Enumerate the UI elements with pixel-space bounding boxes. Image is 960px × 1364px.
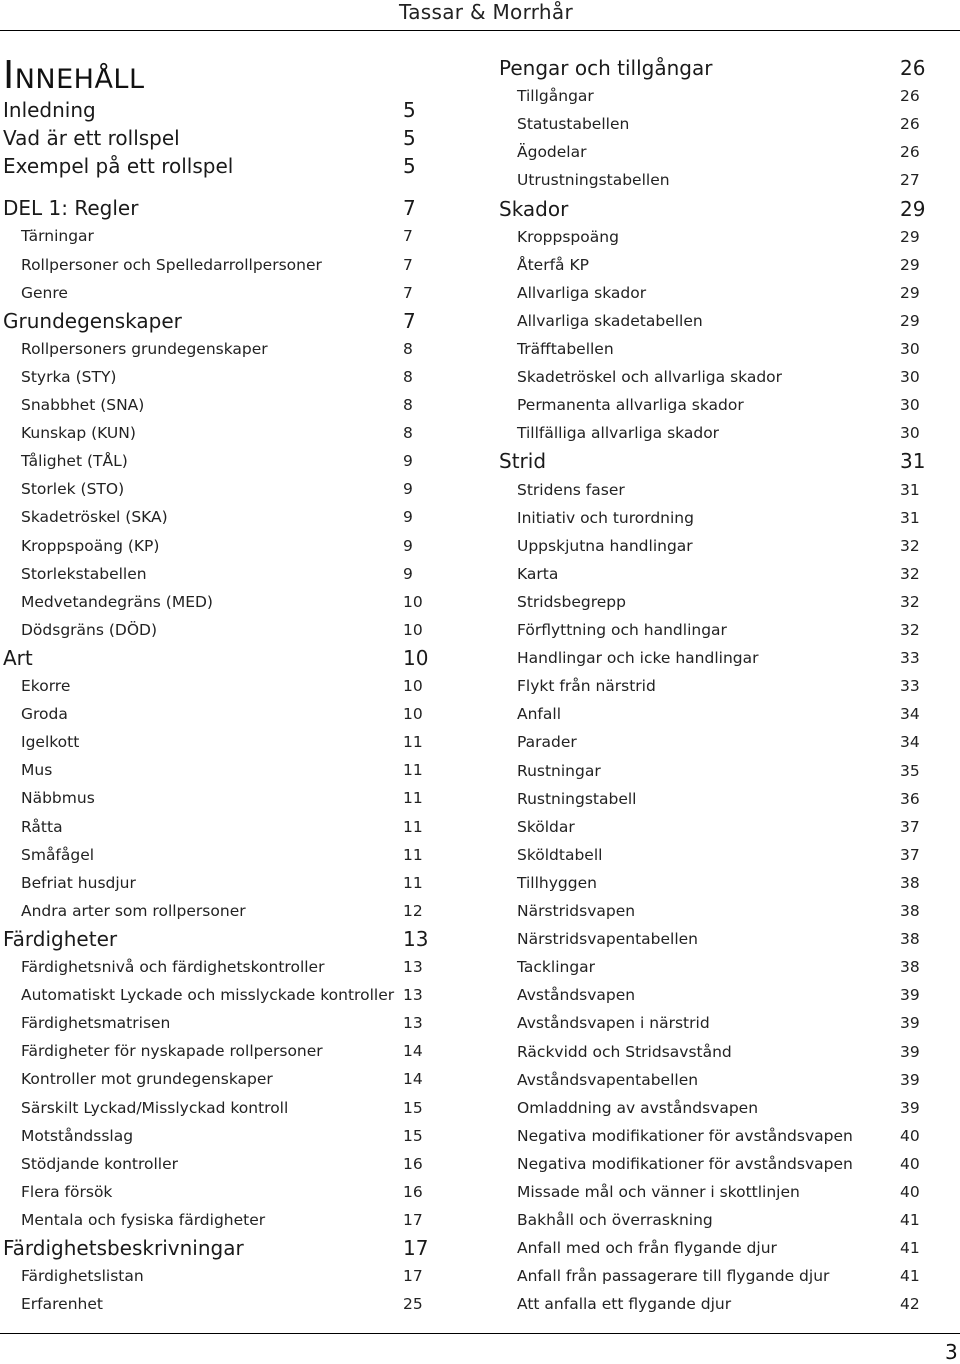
toc-entry-label: Kroppspoäng (KP) — [21, 536, 160, 555]
toc-entry-page-number: 9 — [403, 508, 413, 527]
toc-entry-page-number: 11 — [403, 845, 423, 864]
toc-entry-page-number: 14 — [403, 1070, 423, 1089]
toc-subsection-entry[interactable] — [21, 788, 430, 808]
toc-entry-page-number: 30 — [900, 424, 920, 443]
toc-entry-label: Pengar och tillgångar — [499, 56, 713, 80]
toc-section-entry[interactable] — [499, 197, 927, 221]
toc-subsection-entry[interactable] — [21, 1266, 430, 1286]
toc-subsection-entry[interactable] — [517, 1126, 927, 1146]
toc-subsection-entry[interactable] — [21, 564, 430, 584]
toc-entry-page-number: 31 — [900, 449, 926, 474]
toc-entry-page-number: 9 — [403, 452, 413, 471]
toc-subsection-entry[interactable] — [21, 901, 430, 921]
toc-entry-label: Kunskap (KUN) — [21, 424, 136, 443]
toc-entry-page-number: 8 — [403, 396, 413, 414]
toc-entry-label: Vad är ett rollspel — [3, 126, 180, 151]
toc-entry-label: Snabbhet (SNA) — [21, 396, 145, 414]
toc-subsection-entry[interactable] — [517, 86, 927, 106]
toc-section-entry[interactable] — [3, 126, 430, 150]
toc-entry-page-number: 26 — [900, 115, 920, 134]
toc-entry-page-number: 37 — [900, 817, 920, 836]
toc-entry-label: Skadetröskel (SKA) — [21, 508, 168, 527]
toc-subsection-entry[interactable] — [517, 592, 927, 612]
toc-subsection-entry[interactable] — [21, 732, 430, 752]
toc-entry-label: Rollpersoners grundegenskaper — [21, 339, 268, 358]
toc-subsection-entry[interactable] — [517, 901, 927, 921]
toc-entry-page-number: 38 — [900, 958, 920, 977]
toc-entry-page-number: 29 — [900, 311, 920, 330]
toc-entry-page-number: 32 — [900, 564, 920, 583]
toc-entry-page-number: 13 — [403, 926, 429, 951]
toc-entry-page-number: 11 — [403, 873, 423, 892]
toc-section-entry[interactable] — [499, 56, 927, 80]
toc-entry-page-number: 8 — [403, 424, 413, 443]
toc-subsection-entry[interactable] — [21, 1041, 430, 1061]
toc-entry-page-number: 40 — [900, 1183, 920, 1201]
toc-subsection-entry[interactable] — [517, 1098, 927, 1118]
toc-entry-page-number: 30 — [900, 340, 920, 358]
toc-entry-page-number: 10 — [403, 645, 429, 670]
toc-entry-label: Igelkott — [21, 733, 80, 752]
toc-entry-page-number: 40 — [900, 1126, 920, 1145]
toc-entry-label: Ekorre — [21, 677, 71, 695]
toc-subsection-entry[interactable] — [21, 1013, 430, 1033]
toc-subsection-entry[interactable] — [517, 1013, 927, 1033]
toc-subsection-entry[interactable] — [517, 255, 927, 275]
toc-subsection-entry[interactable] — [21, 1154, 430, 1174]
toc-entry-page-number: 9 — [403, 536, 413, 555]
toc-entry-label: Rustningstabell — [517, 789, 637, 808]
toc-entry-label: Återfå KP — [517, 255, 589, 274]
toc-entry-page-number: 8 — [403, 367, 413, 386]
toc-entry-label: Färdigheter för nyskapade rollpersoner — [21, 1042, 323, 1061]
toc-entry-page-number: 11 — [403, 761, 423, 780]
toc-entry-label: Storlekstabellen — [21, 564, 147, 583]
toc-entry-label: Särskilt Lyckad/Misslyckad kontroll — [21, 1098, 289, 1117]
toc-entry-label: Rollpersoner och Spelledarrollpersoner — [21, 255, 322, 274]
toc-entry-page-number: 5 — [403, 154, 416, 179]
toc-subsection-entry[interactable] — [517, 1266, 927, 1286]
toc-entry-label: Ägodelar — [517, 143, 587, 162]
toc-entry-page-number: 5 — [403, 98, 416, 122]
toc-entry-label: Avståndsvapen — [517, 986, 636, 1005]
toc-entry-page-number: 25 — [403, 1295, 423, 1314]
toc-entry-page-number: 11 — [403, 733, 423, 752]
toc-entry-label: Färdighetslistan — [21, 1267, 144, 1286]
toc-entry-page-number: 8 — [403, 339, 413, 358]
toc-subsection-entry[interactable] — [517, 339, 927, 359]
toc-entry-page-number: 15 — [403, 1126, 423, 1145]
toc-entry-label: Tillhyggen — [517, 873, 597, 892]
toc-subsection-entry[interactable] — [21, 536, 430, 556]
toc-subsection-entry[interactable] — [21, 620, 430, 640]
toc-entry-page-number: 17 — [403, 1267, 423, 1286]
toc-subsection-entry[interactable] — [517, 1070, 927, 1090]
toc-entry-page-number: 13 — [403, 986, 423, 1005]
toc-subsection-entry[interactable] — [517, 704, 927, 724]
toc-entry-label: Uppskjutna handlingar — [517, 536, 693, 555]
toc-subsection-entry[interactable] — [21, 423, 430, 443]
toc-subsection-entry[interactable] — [517, 957, 927, 977]
toc-entry-label: Bakhåll och överraskning — [517, 1211, 713, 1230]
toc-entry-label: Mentala och fysiska färdigheter — [21, 1210, 266, 1229]
toc-entry-label: Grundegenskaper — [3, 308, 182, 333]
page-number: 3 — [945, 1340, 958, 1364]
toc-subsection-entry[interactable] — [517, 311, 927, 331]
toc-subsection-entry[interactable] — [21, 760, 430, 780]
toc-entry-label: Andra arter som rollpersoner — [21, 901, 246, 920]
toc-entry-page-number: 30 — [900, 368, 920, 387]
toc-entry-label: Träfftabellen — [517, 340, 614, 358]
toc-entry-label: Groda — [21, 705, 68, 724]
header-rule — [0, 30, 960, 31]
toc-subsection-entry[interactable] — [517, 227, 927, 247]
toc-subsection-entry[interactable] — [21, 1210, 430, 1230]
toc-entry-page-number: 42 — [900, 1295, 920, 1314]
toc-subsection-entry[interactable] — [517, 1294, 927, 1314]
toc-subsection-entry[interactable] — [21, 873, 430, 893]
toc-entry-page-number: 10 — [403, 677, 423, 695]
toc-entry-label: Art — [3, 645, 33, 670]
toc-entry-page-number: 17 — [403, 1236, 429, 1260]
toc-entry-label: Handlingar och icke handlingar — [517, 649, 759, 668]
toc-entry-page-number: 39 — [900, 1042, 920, 1061]
toc-entry-label: Erfarenhet — [21, 1295, 103, 1314]
toc-entry-label: Exempel på ett rollspel — [3, 154, 234, 179]
toc-entry-page-number: 29 — [900, 227, 920, 246]
toc-entry-label: Strid — [499, 449, 547, 474]
toc-entry-label: Avståndsvapentabellen — [517, 1070, 699, 1089]
toc-entry-label: Avståndsvapen i närstrid — [517, 1014, 710, 1033]
toc-subsection-entry[interactable] — [517, 761, 927, 781]
toc-entry-page-number: 9 — [403, 480, 413, 499]
toc-entry-page-number: 33 — [900, 677, 920, 696]
toc-entry-label: Anfall från passagerare till flygande djur — [517, 1267, 830, 1286]
toc-subsection-entry[interactable] — [21, 395, 430, 415]
toc-entry-label: Färdighetsmatrisen — [21, 1014, 171, 1033]
toc-entry-page-number: 7 — [403, 308, 416, 333]
toc-entry-page-number: 16 — [403, 1154, 423, 1173]
toc-entry-label: Automatiskt Lyckade och misslyckade kontroller — [21, 986, 395, 1005]
toc-subsection-entry[interactable] — [517, 789, 927, 809]
toc-section-entry[interactable] — [3, 309, 430, 333]
toc-entry-label: Tacklingar — [517, 958, 596, 977]
toc-entry-label: Tärningar — [21, 227, 94, 246]
toc-entry-page-number: 10 — [403, 592, 423, 611]
toc-entry-page-number: 7 — [403, 255, 413, 274]
toc-subsection-entry[interactable] — [21, 367, 430, 387]
toc-subsection-entry[interactable] — [21, 1069, 430, 1089]
toc-entry-label: DEL 1: Regler — [3, 196, 139, 221]
toc-subsection-entry[interactable] — [21, 1098, 430, 1118]
toc-entry-label: Anfall — [517, 705, 561, 724]
toc-entry-page-number: 40 — [900, 1154, 920, 1173]
toc-entry-label: Genre — [21, 283, 68, 302]
toc-entry-label: Anfall med och från flygande djur — [517, 1239, 777, 1258]
toc-subsection-entry[interactable] — [21, 226, 430, 246]
toc-subsection-entry[interactable] — [517, 114, 927, 134]
toc-entry-label: Småfågel — [21, 845, 95, 864]
toc-entry-label: Motståndsslag — [21, 1126, 134, 1145]
toc-entry-label: Näbbmus — [21, 789, 95, 808]
toc-subsection-entry[interactable] — [21, 451, 430, 471]
toc-entry-label: Flykt från närstrid — [517, 677, 656, 696]
toc-entry-label: Storlek (STO) — [21, 480, 125, 499]
toc-entry-page-number: 39 — [900, 1014, 920, 1033]
toc-section-entry[interactable] — [3, 1236, 430, 1260]
toc-subsection-entry[interactable] — [517, 170, 927, 190]
toc-subsection-entry[interactable] — [21, 1294, 430, 1314]
toc-entry-label: Att anfalla ett flygande djur — [517, 1295, 732, 1314]
toc-entry-label: Räckvidd och Stridsavstånd — [517, 1042, 732, 1061]
toc-entry-page-number: 29 — [900, 255, 920, 274]
toc-entry-page-number: 11 — [403, 789, 423, 808]
toc-entry-label: Medvetandegräns (MED) — [21, 592, 213, 611]
toc-subsection-entry[interactable] — [517, 1154, 927, 1174]
toc-entry-label: Sköldtabell — [517, 845, 603, 864]
toc-entry-page-number: 29 — [900, 196, 926, 221]
toc-subsection-entry[interactable] — [21, 817, 430, 837]
toc-entry-label: Skadetröskel och allvarliga skador — [517, 368, 783, 387]
toc-entry-page-number: 30 — [900, 396, 920, 415]
toc-entry-page-number: 37 — [900, 845, 920, 864]
toc-entry-label: Tillfälliga allvarliga skador — [517, 424, 720, 443]
toc-subsection-entry[interactable] — [517, 845, 927, 865]
toc-subsection-entry[interactable] — [517, 1210, 927, 1230]
toc-entry-label: Befriat husdjur — [21, 873, 136, 892]
toc-entry-page-number: 15 — [403, 1098, 423, 1117]
toc-subsection-entry[interactable] — [517, 732, 927, 752]
toc-entry-page-number: 7 — [403, 283, 413, 302]
toc-entry-label: Sköldar — [517, 817, 575, 836]
toc-entry-page-number: 41 — [900, 1239, 920, 1258]
toc-entry-page-number: 17 — [403, 1210, 423, 1229]
toc-entry-page-number: 38 — [900, 930, 920, 949]
toc-entry-page-number: 26 — [900, 143, 920, 162]
toc-subsection-entry[interactable] — [517, 564, 927, 584]
toc-entry-page-number: 34 — [900, 705, 920, 724]
toc-entry-label: Karta — [517, 564, 559, 583]
toc-subsection-entry[interactable] — [517, 536, 927, 556]
toc-subsection-entry[interactable] — [21, 704, 430, 724]
toc-subsection-entry[interactable] — [517, 817, 927, 837]
toc-subsection-entry[interactable] — [21, 283, 430, 303]
toc-entry-page-number: 33 — [900, 649, 920, 668]
toc-entry-label: Färdighetsnivå och färdighetskontroller — [21, 958, 325, 976]
toc-subsection-entry[interactable] — [21, 1182, 430, 1202]
toc-entry-label: Utrustningstabellen — [517, 171, 670, 190]
toc-entry-label: Kroppspoäng — [517, 227, 619, 246]
toc-entry-page-number: 26 — [900, 87, 920, 106]
toc-entry-page-number: 11 — [403, 817, 423, 836]
toc-subsection-entry[interactable] — [21, 592, 430, 612]
toc-entry-page-number: 32 — [900, 621, 920, 639]
toc-subsection-entry[interactable] — [517, 1238, 927, 1258]
toc-subsection-entry[interactable] — [21, 479, 430, 499]
toc-entry-label: Färdighetsbeskrivningar — [3, 1236, 244, 1260]
toc-entry-page-number: 39 — [900, 986, 920, 1005]
toc-entry-page-number: 34 — [900, 733, 920, 752]
toc-entry-label: Statustabellen — [517, 115, 630, 134]
toc-subsection-entry[interactable] — [21, 845, 430, 865]
toc-entry-page-number: 35 — [900, 761, 920, 780]
toc-entry-page-number: 26 — [900, 56, 926, 80]
toc-subsection-entry[interactable] — [21, 676, 430, 696]
toc-entry-label: Närstridsvapen — [517, 902, 636, 920]
toc-entry-label: Mus — [21, 761, 53, 780]
toc-entry-label: Stridsbegrepp — [517, 592, 626, 611]
toc-entry-page-number: 5 — [403, 126, 416, 151]
toc-entry-label: Initiativ och turordning — [517, 508, 694, 527]
toc-subsection-entry[interactable] — [517, 423, 927, 443]
toc-subsection-entry[interactable] — [517, 1182, 927, 1202]
toc-section-entry[interactable] — [3, 646, 430, 670]
toc-entry-page-number: 41 — [900, 1211, 920, 1230]
toc-entry-page-number: 7 — [403, 227, 413, 246]
toc-entry-page-number: 39 — [900, 1070, 920, 1089]
toc-subsection-entry[interactable] — [21, 985, 430, 1005]
toc-entry-page-number: 39 — [900, 1098, 920, 1117]
toc-entry-label: Omladdning av avståndsvapen — [517, 1098, 759, 1117]
toc-entry-label: Råtta — [21, 817, 63, 836]
toc-entry-page-number: 31 — [900, 480, 920, 499]
toc-subsection-entry[interactable] — [517, 142, 927, 162]
toc-entry-page-number: 14 — [403, 1042, 423, 1061]
toc-entry-label: Negativa modifikationer för avståndsvapen — [517, 1126, 853, 1145]
toc-entry-page-number: 41 — [900, 1267, 920, 1286]
toc-entry-page-number: 9 — [403, 564, 413, 583]
toc-subsection-entry[interactable] — [517, 480, 927, 500]
toc-subsection-entry[interactable] — [21, 957, 430, 977]
toc-subsection-entry[interactable] — [517, 648, 927, 668]
toc-entry-page-number: 7 — [403, 196, 416, 221]
page-title: Innehåll — [3, 53, 145, 97]
toc-entry-label: Skador — [499, 196, 569, 221]
toc-section-entry[interactable] — [499, 449, 927, 473]
toc-subsection-entry[interactable] — [21, 255, 430, 275]
toc-entry-page-number: 36 — [900, 789, 920, 808]
toc-entry-label: Färdigheter — [3, 926, 118, 951]
toc-entry-label: Styrka (STY) — [21, 367, 117, 386]
toc-entry-label: Kontroller mot grundegenskaper — [21, 1070, 273, 1089]
toc-section-entry[interactable] — [3, 927, 430, 951]
toc-entry-label: Förflyttning och handlingar — [517, 621, 727, 639]
toc-subsection-entry[interactable] — [517, 367, 927, 387]
toc-entry-page-number: 38 — [900, 902, 920, 920]
toc-entry-page-number: 32 — [900, 536, 920, 555]
toc-entry-label: Stödjande kontroller — [21, 1154, 179, 1173]
toc-entry-label: Missade mål och vänner i skottlinjen — [517, 1183, 800, 1201]
toc-entry-label: Tillgångar — [517, 87, 594, 106]
toc-section-entry[interactable] — [3, 154, 430, 178]
toc-entry-page-number: 12 — [403, 901, 423, 920]
toc-entry-label: Allvarliga skadetabellen — [517, 311, 703, 330]
toc-entry-label: Dödsgräns (DÖD) — [21, 620, 158, 639]
toc-subsection-entry[interactable] — [517, 620, 927, 640]
toc-entry-page-number: 13 — [403, 1014, 423, 1033]
toc-subsection-entry[interactable] — [517, 929, 927, 949]
toc-entry-label: Permanenta allvarliga skador — [517, 396, 744, 415]
toc-entry-label: Parader — [517, 733, 577, 752]
toc-subsection-entry[interactable] — [517, 873, 927, 893]
footer-rule — [0, 1333, 960, 1334]
toc-subsection-entry[interactable] — [517, 1042, 927, 1062]
toc-entry-label: Allvarliga skador — [517, 283, 647, 302]
toc-entry-page-number: 38 — [900, 873, 920, 892]
toc-entry-page-number: 31 — [900, 508, 920, 527]
toc-section-entry[interactable] — [3, 196, 430, 220]
toc-entry-label: Tålighet (TÅL) — [21, 452, 128, 471]
toc-entry-page-number: 32 — [900, 592, 920, 611]
toc-subsection-entry[interactable] — [517, 283, 927, 303]
toc-entry-label: Närstridsvapentabellen — [517, 930, 699, 949]
toc-section-entry[interactable] — [3, 98, 430, 122]
toc-entry-page-number: 27 — [900, 171, 920, 190]
toc-subsection-entry[interactable] — [517, 395, 927, 415]
toc-subsection-entry[interactable] — [517, 508, 927, 528]
toc-subsection-entry[interactable] — [517, 676, 927, 696]
toc-entry-page-number: 10 — [403, 705, 423, 724]
toc-entry-label: Inledning — [3, 98, 96, 122]
toc-subsection-entry[interactable] — [21, 507, 430, 527]
toc-subsection-entry[interactable] — [21, 1126, 430, 1146]
toc-subsection-entry[interactable] — [21, 339, 430, 359]
toc-entry-page-number: 13 — [403, 958, 423, 976]
toc-entry-page-number: 29 — [900, 283, 920, 302]
toc-entry-label: Negativa modifikationer för avståndsvapen — [517, 1154, 853, 1173]
toc-entry-label: Flera försök — [21, 1182, 113, 1201]
toc-entry-label: Rustningar — [517, 761, 601, 780]
toc-subsection-entry[interactable] — [517, 985, 927, 1005]
toc-entry-page-number: 10 — [403, 620, 423, 639]
toc-entry-label: Stridens faser — [517, 480, 625, 499]
running-header: Tassar & Morrhår — [399, 0, 573, 24]
toc-entry-page-number: 16 — [403, 1182, 423, 1201]
